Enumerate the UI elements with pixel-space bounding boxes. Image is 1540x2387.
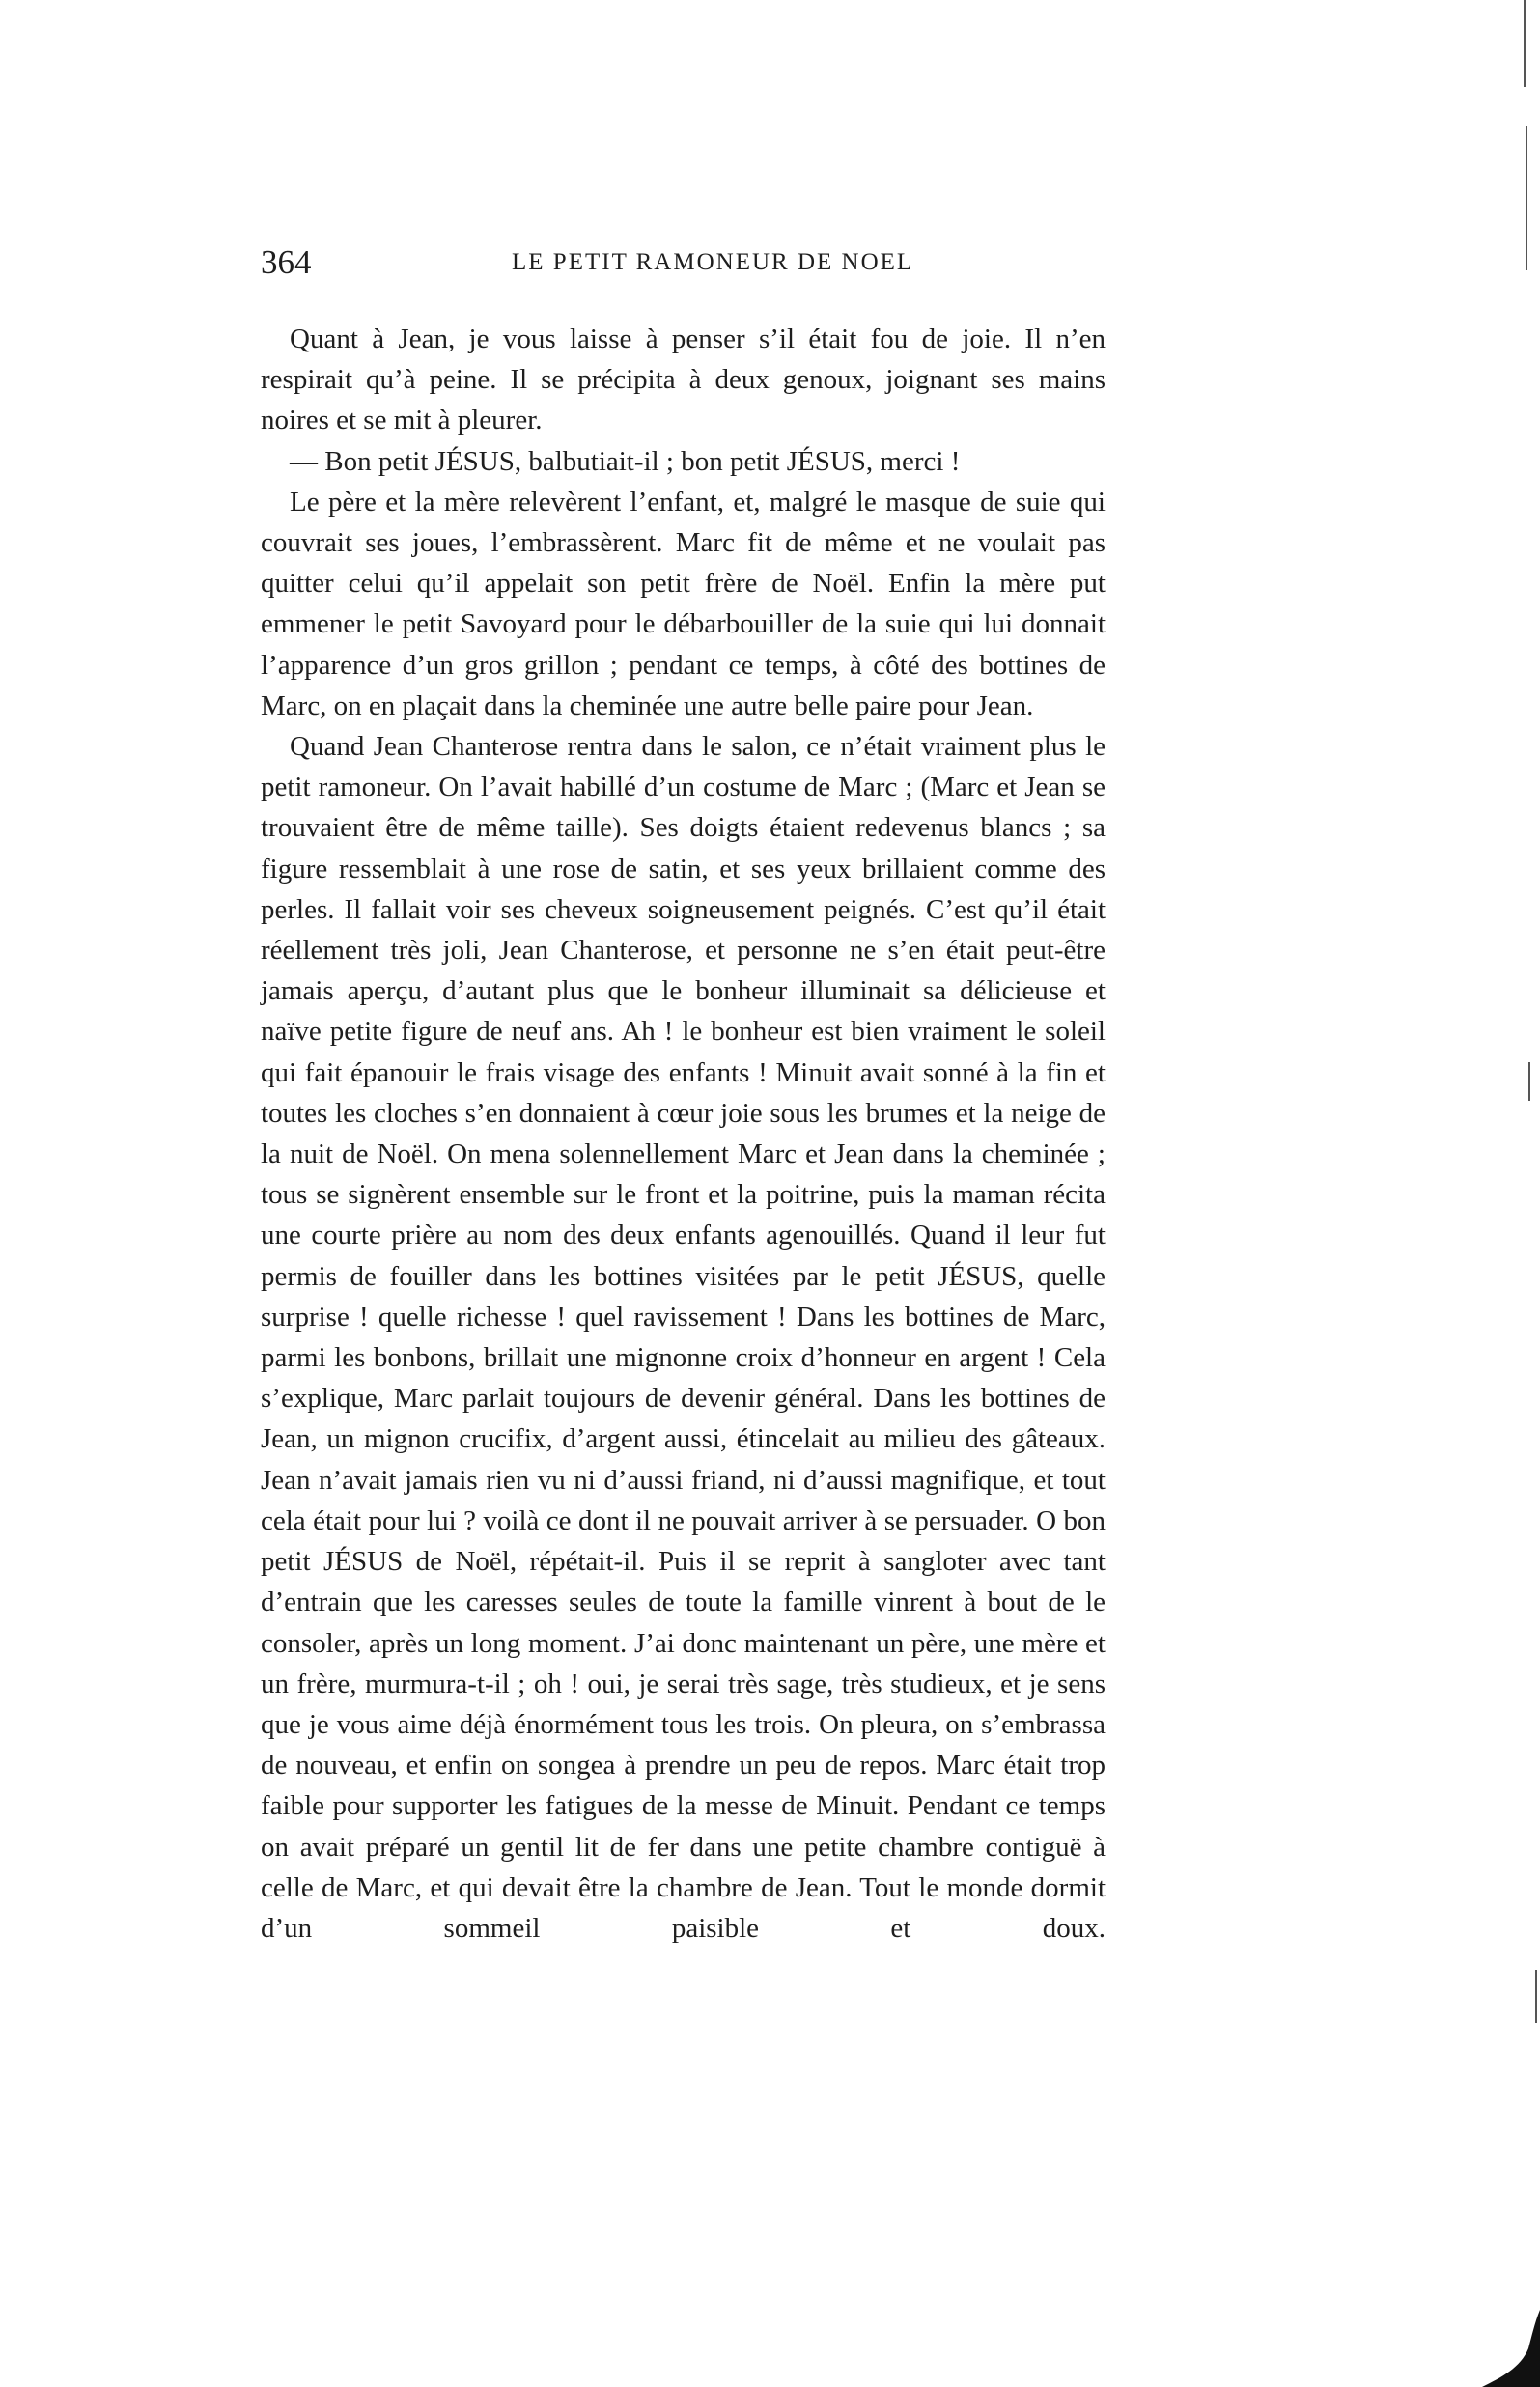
paragraph-joy: Quant à Jean, je vous laisse à penser s’il était fou de joie. Il n’en respirait qu’à peine. Il se précipita à deux genoux, joignant ses mains noires et se mit à pleurer. bbox=[261, 323, 1106, 436]
scan-corner-mark bbox=[1482, 2310, 1540, 2387]
scan-edge-mark bbox=[1528, 1062, 1530, 1101]
paragraph-embrace: Le père et la mère relevèrent l’enfant, et, malgré le masque de suie qui couvrait ses joues, l’embrassèrent. Marc fit de même et ne voulait pas quitter celui qu’il appelait son petit frère de Noël. Enfin la mère put emmener le petit Savoyard pour le débarbouiller de la suie qui lui donnait l’apparence d’un gros grillon ; pendant ce temps, à côté des bottines de Marc, on en plaçait dans la cheminée une autre belle paire pour Jean. bbox=[261, 486, 1106, 721]
paragraph-salon: Quand Jean Chanterose rentra dans le salon, ce n’était vraiment plus le petit ramoneur. On l’avait habillé d’un costume de Marc ; (Marc et Jean se trouvaient être de même taille). Ses doigts étaient redevenus blancs ; sa figure ressemblait à une rose de satin, et ses yeux brillaient comme des perles. Il fallait voir ses cheveux soigneusement peignés. C’est qu’il était réellement très joli, Jean Chanterose, et personne ne s’en était peut-être jamais aperçu, d’autant plus que le bonheur illuminait sa délicieuse et naïve petite figure de neuf ans. Ah ! le bonheur est bien vraiment le soleil qui fait épanouir le frais visage des enfants ! Minuit avait sonné à la fin et toutes les cloches s’en donnaient à cœur joie sous les brumes et la neige de la nuit de Noël. On mena solennellement Marc et Jean dans la cheminée ; tous se signèrent ensemble sur le front et la poitrine, puis la maman récita une courte prière au nom des deux enfants agenouillés. Quand il leur fut permis de fouiller dans les bottines visitées par le petit JÉSUS, quelle surprise ! quelle richesse ! quel ravissement ! Dans les bottines de Marc, parmi les bonbons, brillait une mignonne croix d’honneur en argent ! Cela s’explique, Marc parlait toujours de devenir général. Dans les bottines de Jean, un mignon crucifix, d’argent aussi, étincelait au milieu des gâteaux. Jean n’avait jamais rien vu ni d’aussi friand, ni d’aussi magnifique, et tout cela était pour lui ? voilà ce dont il ne pouvait arriver à se persuader. O bon petit JÉSUS de Noël, répétait-il. Puis il se reprit à sangloter avec tant d’entrain que les caresses seules de toute la famille vinrent à bout de le consoler, après un long moment. J’ai donc maintenant un père, une mère et un frère, murmura-t-il ; oh ! oui, je serai très sage, très studieux, et je sens que je vous aime déjà énormément tous les trois. On pleura, on s’embrassa de nouveau, et enfin on songea à prendre un peu de repos. Marc était trop faible pour supporter les fatigues de la messe de Minuit. Pendant ce temps on avait préparé un gentil lit de fer dans une petite chambre contiguë à celle de Marc, et qui devait être la chambre de Jean. Tout le monde dormit d’un sommeil paisible et doux. bbox=[261, 731, 1106, 1944]
paragraph-prayer: — Bon petit JÉSUS, balbutiait-il ; bon petit JÉSUS, merci ! bbox=[290, 445, 961, 477]
scan-edge-mark bbox=[1524, 0, 1526, 87]
page-header bbox=[261, 241, 1101, 284]
text-body bbox=[261, 319, 1106, 1949]
page-number: 364 bbox=[261, 243, 312, 281]
scan-edge-mark bbox=[1526, 126, 1527, 270]
scan-edge-mark bbox=[1535, 1970, 1537, 2023]
running-title: LE PETIT RAMONEUR DE NOEL bbox=[512, 249, 914, 275]
